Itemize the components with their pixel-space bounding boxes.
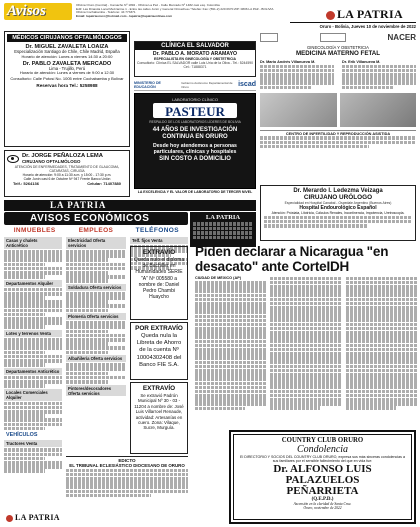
doctor-1-spec: Especialización Santiago de Chile, Chile Madrid, España (14, 49, 120, 54)
condolence-prayer: Ascensión en la claridad de Santa Cruz. (293, 502, 352, 507)
pasteur-name: PASTEUR (165, 104, 225, 119)
condolence-body: El DIRECTORIO Y SOCIOS DEL COUNTRY CLUB ORURO, expresa sus más sinceras condolencias a sus familiares por el sensible fallecimiento del que en vida fue: (240, 455, 405, 464)
nacer-brand: NACER (387, 32, 416, 42)
surgeon-name: Dr. JORGE PEÑALOZA LEMA (22, 153, 103, 159)
classified-col-1 (4, 236, 62, 508)
col-empleos: EMPLEOS (78, 227, 114, 234)
col-telefonos: TELÉFONOS (135, 227, 179, 234)
cat-locales: Locales Comerciales Alquiler (4, 389, 62, 401)
por-extravio-title: POR EXTRAVÍO (135, 325, 183, 332)
cat-vehiculos: VEHÍCULOS (6, 432, 38, 439)
col-inmuebles: INMUEBLES (13, 227, 56, 234)
clinic-spec: ESPECIALISTA EN GINECOLOGÍA Y OBSTETRICIA (154, 57, 236, 61)
cat-pintores: Pintores/decoradores Oferta servicios (66, 385, 126, 397)
footer-logo (6, 513, 60, 522)
clinic-photo (340, 93, 417, 127)
ad-title (7, 34, 127, 42)
article-dateline: CIUDAD DE MÉXICO (AP) (195, 276, 241, 280)
condolence-place-date: Oruro, noviembre de 2022 (303, 506, 342, 511)
deceased-name-2: PALAZUELOS (285, 474, 360, 487)
patria-banner (4, 200, 256, 211)
classified-col-headers (4, 227, 188, 235)
edict-title: EDICTO (118, 458, 136, 463)
condolence-title: Condolencia (296, 444, 349, 455)
doctor-1-hours: Horario de atención: Lunes a viernes 14:30 a 20:00 (21, 53, 113, 59)
deceased-name-1: Dr. ALFONSO LUIS (273, 463, 372, 476)
clinic-title: CLÍNICA EL SALVADOR (135, 42, 255, 50)
partner-logo-1 (260, 33, 278, 42)
uro-body: Atención: Próstata, Litotricia, Cálculos Renales, Incontinencia, Impotencia, Uretroscopia. (271, 211, 405, 215)
pasteur-sub: RESPALDO DE LOS LABORATORIOS LÍDERES DE BOLIVIA (149, 120, 241, 124)
surgeon-detail: ATENCIÓN DE ENFERMEDADES, TRATAMIENTO DE GLAUCOMA, CATARATAS, CIRUGÍA (14, 165, 120, 173)
doctor-2-hours: Horario de atención: Lunes a viernes de 9:00 a 12:30 (19, 69, 115, 75)
cat-casas: Casas y chalets Anticrético (4, 237, 62, 249)
pasteur-logo (153, 103, 237, 118)
surgeon-ad (4, 150, 130, 197)
edict-notice (66, 456, 188, 508)
office-line-1: Oficina Oruro (Central) - Camacho Nº 1892 - Oficina La Paz - Calle Mercado Nº 1482 casi esq. Colombia (76, 3, 220, 7)
banner-logo: LA PATRIA (50, 200, 107, 210)
cat-electricidad: Electricidad Oferta servicios (66, 237, 126, 249)
email-line: Email: lapatriaoruro@hotmail.com - lapatria@lapatriaenlinea.com (76, 13, 173, 18)
ministry-logo: MINISTERIO DE EDUCACIÓN (134, 80, 161, 89)
surgeon-spec: CIRUJANO OFTALMÓLOGO (22, 159, 81, 164)
clinic-address: Consultorio: Calle Potosí No. 1005 entre Cochabamba y Bolívar (10, 75, 124, 81)
clinic-note: Consultorio: Clínica EL SALVADOR calle Luis Uría de la Oliva - Tel.: 5244590 Cel.: 71888371 (137, 61, 253, 69)
dateline: Oruro - Bolivia, Jueves 10 de noviembre de 2022 (319, 24, 416, 29)
pasteur-line1: Desde hoy atendemos a personas (153, 143, 237, 150)
condolence-notice (229, 430, 416, 524)
footer-logo-text: LA PATRIA (15, 513, 60, 522)
uro-spec: CIRUJANO URÓLOGO (303, 194, 373, 201)
extravio-notice-2 (130, 382, 188, 454)
nacer-tag: GINECOLOGÍA Y OBSTETRICIA (307, 45, 369, 50)
cat-tractores: Tractores Venta (4, 440, 62, 447)
pasteur-line3: SIN COSTO A DOMICILIO (159, 156, 231, 163)
classifieds-title: AVISOS ECONÓMICOS (30, 213, 150, 224)
article-headline (195, 244, 417, 274)
clinic-ad (134, 41, 256, 77)
cat-albanileria: Albañilería Oferta servicios (66, 355, 126, 362)
nacer-doc-left: Dr. Mario Andrés Villanueva M. (260, 60, 316, 64)
pasteur-lab-ad (134, 93, 256, 189)
surgeon-phone: Telf.: 5264136 (13, 181, 39, 186)
surgeon-address: Calle Junín casi 6 de Octubre Nº 947 Frente Banco Unión (23, 177, 111, 181)
masthead-logo (326, 7, 403, 22)
extravio-1-body: Queda nulo el diploma de Bachiller en Humanidades SERIE "A" Nº 005580 a nombre de: Daniel Pedro Chambi Huaycho (133, 257, 185, 301)
nacer-center: CENTRO DE INFERTILIDAD Y REPRODUCCIÓN ASISTIDA (260, 130, 416, 136)
article-body (195, 276, 417, 423)
pasteur-footer: LA EXCELENCIA Y EL VALOR DE LABORATORIO DE TERCER NIVEL (137, 190, 253, 194)
cat-dep-anticretico: Departamentos Anticrético (4, 368, 62, 375)
uro-hospital: Hospital Endourológico Español (299, 205, 377, 211)
cat-plomeria: Plomería Oferta servicios (66, 313, 126, 320)
classified-col-2 (66, 236, 126, 396)
pasteur-top: LABORATORIO CLÍNICO (172, 97, 218, 102)
pasteur-line2: particulares, clínicas y hospitales (153, 149, 237, 156)
qepd: (Q.E.P.D.) (311, 497, 334, 503)
nacer-ad (260, 31, 416, 184)
deceased-name-3: PEÑARRIETA (286, 485, 359, 498)
coat-of-arms-icon (6, 515, 13, 522)
por-extravio-notice (130, 322, 188, 380)
office-line-3: Oficina Cochabamba - Telefono: 44 773371 (76, 10, 136, 15)
headline-text: Piden declarar a Nicaragua "en desacato" ante CorteIDH (195, 244, 389, 274)
cat-telefonos: Telf. fijos Venta (130, 237, 188, 244)
clinic-photo (260, 93, 337, 127)
extravio-2-body: Se extravió Padrón Municipal Nº 30 - 03 - 11204 a nombre de: José Luis Villarroel Renaude, actividad: Artesanías en cuero. Zona: Vilaque, Sucre, Murguía. (134, 393, 184, 431)
pasteur-years: 44 AÑOS DE INVESTIGACIÓN CONTINUA EN ORURO (152, 127, 238, 140)
extravio-2-title: EXTRAVÍO (142, 385, 176, 392)
nacer-doc-right: Dr. Erik Villanueva M. (342, 60, 381, 64)
coat-of-arms-icon (326, 11, 335, 20)
section-title-banner (4, 3, 72, 20)
ophthalmologists-ad (4, 31, 130, 147)
nacer-photos (260, 93, 416, 127)
promo-box (190, 212, 256, 247)
dateline-bar (290, 22, 416, 29)
masthead-logo-text: LA PATRIA (337, 7, 403, 21)
partner-logo-2 (320, 33, 346, 42)
iscad-logo: iscad (238, 81, 256, 88)
extravio-notice-1 (130, 246, 188, 320)
cat-dep-alquiler: Departamentos Alquiler (4, 280, 62, 287)
office-info (76, 4, 320, 18)
section-title: Avisos (7, 3, 46, 19)
surgeon-hours: Horario de atención: 9:00 a 11:30 a.m. y 15:00 - 17:30 p.m. (22, 173, 112, 177)
classifieds-header (4, 212, 188, 225)
nacer-logo (388, 33, 416, 42)
eye-icon (7, 155, 19, 163)
doctor-2-spec: Lima - Trujillo, Perú (48, 65, 86, 71)
extravio-1-title: EXTRAVÍO (142, 249, 176, 256)
ad-title-text: MÉDICOS CIRUJANOS OFTALMÓLOGOS (12, 35, 122, 41)
surgeon-cel: Celular: 71407880 (87, 181, 121, 186)
doctor-1-name: Dr. MIGUEL ZAVALETA LOAIZA (25, 44, 109, 50)
uro-sub: Especialidad en Hospital Canabal - Ospedale Argentino (Buenos Aires) (284, 201, 392, 205)
cat-lotes: Lotes y terrenos Venta (4, 330, 62, 337)
uro-name: Dr. Merardo I. Ledezma Veizaga (293, 188, 383, 194)
doctor-2-name: Dr. PABLO ZAVALETA MERCADO (22, 60, 112, 67)
promo-logo: LA PATRIA (205, 214, 241, 221)
cat-soldadura: Soldadura Oferta servicios (66, 284, 126, 291)
reservation-phone: Reservas hora Tel.: 5258988 (36, 83, 98, 89)
por-extravio-body: Queda nula la Libreta de Ahorro de la cuenta Nº 10004302408 del Banco FIE S.A. (136, 333, 182, 368)
condolence-club: COUNTRY CLUB ORURO (281, 437, 364, 444)
nacer-title: MEDICINA MATERNO FETAL (295, 50, 381, 57)
edict-head: EL TRIBUNAL ECLESIÁSTICO DIOCESANO DE ORURO (69, 463, 185, 468)
urologist-ad (260, 185, 416, 241)
gov-logos-strip (134, 79, 256, 91)
gov-caption: Gobierno Autónomo Departamental de Oruro (181, 80, 233, 89)
clinic-doctor: Dr. PABLO A. MORATO ARAMAYO (152, 51, 238, 57)
office-line-2: Edif. Las Dinastía Local Mezzanine 1 - Entre las calles Junín y General Ormachea / Telefax: Fax: (591-2) 220 0670 ZIP: 0806 LA PAZ - BOLIVIA (76, 6, 274, 11)
